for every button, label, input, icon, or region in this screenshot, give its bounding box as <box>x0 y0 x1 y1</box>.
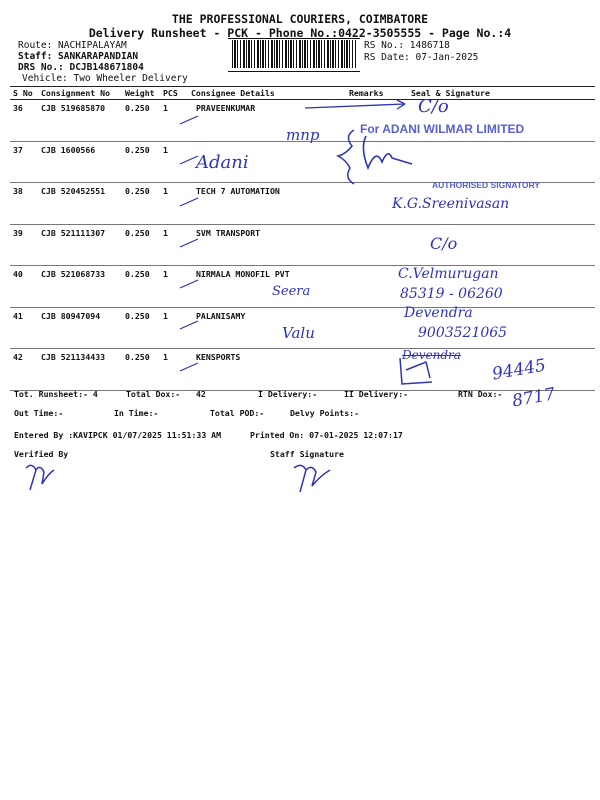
drs-label: DRS No.: DCJB148671804 <box>18 62 144 73</box>
col-pcs: PCS <box>160 87 188 100</box>
row39-remark: C/o <box>430 234 458 253</box>
cell-consignee: SVM TRANSPORT <box>188 224 346 266</box>
col-remarks: Remarks <box>346 87 387 100</box>
cell-pcs: 1 <box>160 183 188 225</box>
cell-sno: 41 <box>10 307 38 349</box>
row40-phone: 85319 - 06260 <box>400 286 503 302</box>
brace-signature <box>332 128 432 188</box>
cell-consignee: TECH 7 AUTOMATION <box>188 183 346 225</box>
entered-by: Entered By :KAVIPCK 01/07/2025 11:51:33 AM <box>14 430 222 440</box>
cell-consignment: CJB 519685870 <box>38 100 122 142</box>
cell-consignment: CJB 521111307 <box>38 224 122 266</box>
table-row <box>10 141 595 183</box>
cell-remarks <box>346 307 387 349</box>
cell-weight: 0.250 <box>122 183 160 225</box>
cell-sno: 40 <box>10 266 38 308</box>
cell-seal <box>387 224 595 266</box>
verified-signature <box>22 460 62 494</box>
delvy-points: Delvy Points:- <box>290 408 360 418</box>
stamp-company: For ADANI WILMAR LIMITED <box>360 122 525 136</box>
rtn-dox: RTN Dox:- <box>458 389 503 399</box>
col-seal-signature: Seal & Signature <box>387 87 595 100</box>
row40-name: C.Velmurugan <box>398 266 499 282</box>
cell-weight: 0.250 <box>122 141 160 183</box>
cell-weight: 0.250 <box>122 266 160 308</box>
company-title: THE PROFESSIONAL COURIERS, COIMBATORE <box>171 12 429 26</box>
cell-consignee: PALANISAMY <box>188 307 346 349</box>
rs-date: RS Date: 07-Jan-2025 <box>364 52 479 63</box>
row38-sign: K.G.Sreenivasan <box>392 196 510 212</box>
tick-marks <box>170 108 210 378</box>
cell-consignment: CJB 80947094 <box>38 307 122 349</box>
cell-pcs: 1 <box>160 141 188 183</box>
arrow-line <box>305 96 415 116</box>
staff-signature <box>290 460 336 496</box>
staff-signature-label: Staff Signature <box>270 449 344 459</box>
col-consignee: Consignee Details <box>188 87 346 100</box>
cell-sno: 37 <box>10 141 38 183</box>
col-sno: S No <box>10 87 38 100</box>
cell-remarks <box>346 266 387 308</box>
cell-pcs: 1 <box>160 307 188 349</box>
cell-consignee: KENSPORTS <box>188 349 346 391</box>
cell-consignment: CJB 521134433 <box>38 349 122 391</box>
cell-remarks <box>346 224 387 266</box>
row37-name: Adani <box>196 152 249 173</box>
printed-on: Printed On: 07-01-2025 12:07:17 <box>250 430 403 440</box>
cell-consignee: NIRMALA MONOFIL PVT <box>188 266 346 308</box>
row42-name: Devendra <box>402 348 461 362</box>
cell-pcs: 1 <box>160 349 188 391</box>
cell-pcs: 1 <box>160 100 188 142</box>
tot-runsheet: Tot. Runsheet:- 4 <box>14 389 98 399</box>
cell-pcs: 1 <box>160 266 188 308</box>
total-pod: Total POD:- <box>210 408 265 418</box>
col-weight: Weight <box>122 87 160 100</box>
i-delivery: I Delivery:- <box>258 389 318 399</box>
route-label: Route: NACHIPALAYAM <box>18 40 127 51</box>
ii-delivery: II Delivery:- <box>344 389 409 399</box>
cell-consignment: CJB 1600566 <box>38 141 122 183</box>
row36-mnp: mnp <box>286 126 320 144</box>
barcode-icon <box>232 40 356 68</box>
row41-phone: 9003521065 <box>418 325 508 341</box>
cell-consignment: CJB 521068733 <box>38 266 122 308</box>
table-row <box>10 224 595 266</box>
rtn-numbers-2: 8717 <box>510 384 557 412</box>
cell-pcs: 1 <box>160 224 188 266</box>
cell-weight: 0.250 <box>122 224 160 266</box>
total-dox-label: Total Dox:- <box>126 389 181 399</box>
cell-remarks <box>346 183 387 225</box>
rs-number: RS No.: 1486718 <box>364 40 450 51</box>
cell-sno: 42 <box>10 349 38 391</box>
row41-name: Devendra <box>404 305 473 321</box>
sheet-title: Delivery Runsheet - PCK - Phone No.:0422-3505555 - Page No.:4 <box>88 26 512 40</box>
out-time: Out Time:- <box>14 408 64 418</box>
cell-remarks <box>346 349 387 391</box>
in-time: In Time:- <box>114 408 159 418</box>
table-header-row <box>10 87 595 100</box>
cell-weight: 0.250 <box>122 349 160 391</box>
row36-remark: C/o <box>418 96 449 117</box>
row42-signature <box>392 350 472 390</box>
cell-sno: 38 <box>10 183 38 225</box>
cell-weight: 0.250 <box>122 100 160 142</box>
cell-sno: 39 <box>10 224 38 266</box>
stamp-signatory: AUTHORISED SIGNATORY <box>432 180 540 190</box>
rtn-numbers: 94445 <box>490 355 548 385</box>
vehicle-label: Vehicle: Two Wheeler Delivery <box>22 73 188 84</box>
verified-by-label: Verified By <box>14 449 69 459</box>
col-consignment: Consignment No <box>38 87 122 100</box>
staff-label: Staff: SANKARAPANDIAN <box>18 51 139 62</box>
cell-consignment: CJB 520452551 <box>38 183 122 225</box>
cell-consignee: PRAVEENKUMAR <box>188 100 346 142</box>
cell-sno: 36 <box>10 100 38 142</box>
cell-weight: 0.250 <box>122 307 160 349</box>
total-dox-value: 42 <box>196 389 206 399</box>
row41-sign: Valu <box>282 324 315 342</box>
row40-sign: Seera <box>272 284 311 299</box>
